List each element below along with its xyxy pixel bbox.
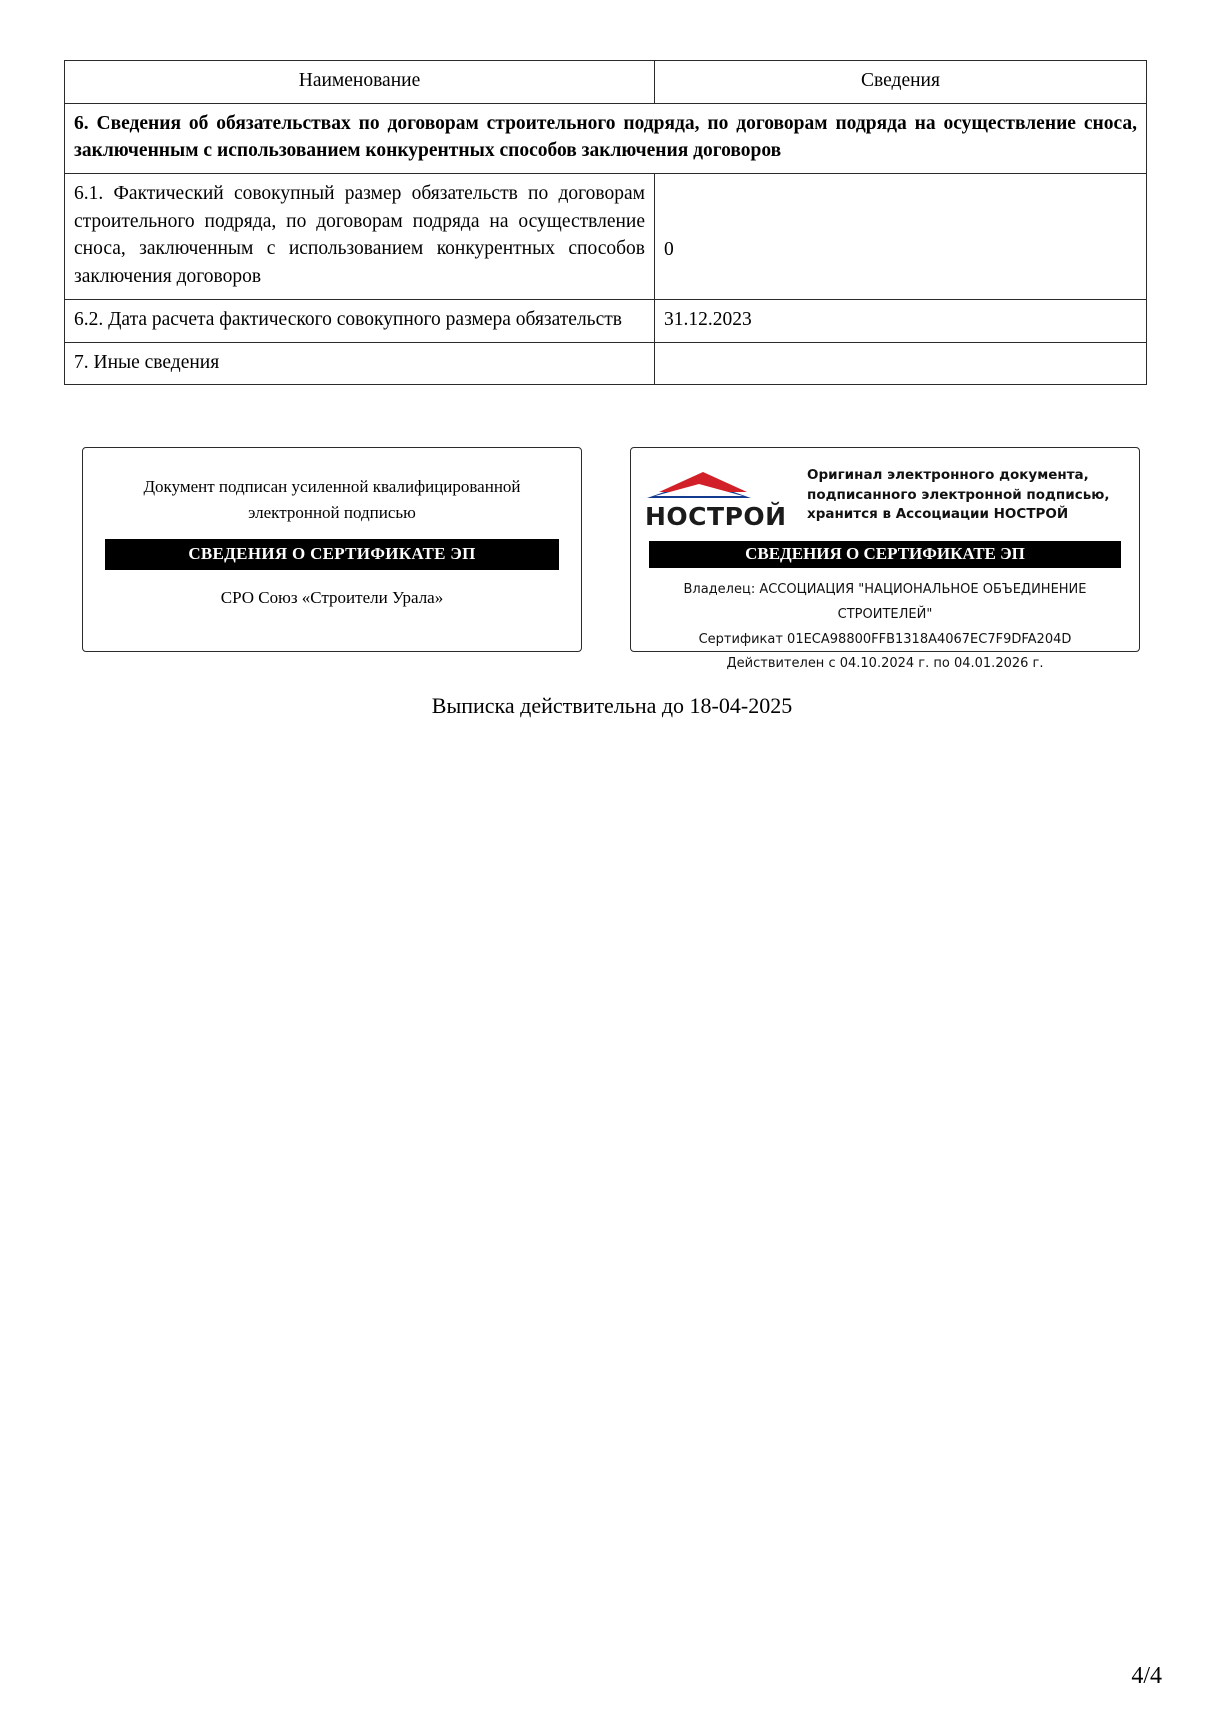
nostroy-owner: Владелец: АССОЦИАЦИЯ "НАЦИОНАЛЬНОЕ ОБЪЕДИНЕНИЕ СТРОИТЕЛЕЙ" bbox=[683, 582, 1087, 622]
signature-certificate-bar: СВЕДЕНИЯ О СЕРТИФИКАТЕ ЭП bbox=[105, 539, 559, 570]
table-header-row bbox=[65, 61, 1147, 104]
nostroy-certificate-number: Сертификат 01ECA98800FFB1318A4067EC7F9DFA204D bbox=[698, 631, 1072, 647]
nostroy-head-line-3: хранится в Ассоциации НОСТРОЙ bbox=[807, 506, 1069, 523]
nostroy-certificate-bar: СВЕДЕНИЯ О СЕРТИФИКАТЕ ЭП bbox=[649, 541, 1121, 568]
row-label-6-1: 6.1. Фактический совокупный размер обязательств по договорам строительного подряда, по договорам подряда на осуществление сноса, заключенным с использованием конкурентных способов заключения договоров bbox=[65, 174, 655, 300]
nostroy-logo bbox=[645, 464, 795, 532]
row-value-6-1: 0 bbox=[655, 174, 1147, 300]
section-title: 6. Сведения об обязательствах по договорам строительного подряда, по договорам подряда на осуществление сноса, заключенным с использованием конкурентных способов заключения договоров bbox=[65, 103, 1147, 173]
signature-line-2: электронной подписью bbox=[248, 502, 416, 522]
obligations-table bbox=[64, 60, 1147, 385]
stamps-area bbox=[70, 447, 1154, 672]
page-number: 4/4 bbox=[1131, 1663, 1162, 1689]
nostroy-validity: Действителен с 04.10.2024 г. по 04.01.2026 г. bbox=[726, 656, 1044, 672]
row-value-7 bbox=[655, 342, 1147, 385]
table-row bbox=[65, 342, 1147, 385]
signature-owner: СРО Союз «Строители Урала» bbox=[220, 588, 444, 608]
table-row bbox=[65, 299, 1147, 342]
row-label-6-2: 6.2. Дата расчета фактического совокупного размера обязательств bbox=[65, 299, 655, 342]
table-section-row bbox=[65, 103, 1147, 173]
extract-validity-note: Выписка действительна до 18-04-2025 bbox=[431, 693, 793, 719]
nostroy-roof-icon bbox=[645, 468, 785, 502]
table-row bbox=[65, 174, 1147, 300]
signature-line-1: Документ подписан усиленной квалифицированной bbox=[143, 477, 521, 497]
nostroy-head-line-1: Оригинал электронного документа, bbox=[807, 467, 1089, 484]
row-label-7: 7. Иные сведения bbox=[65, 342, 655, 385]
electronic-signature-stamp bbox=[82, 447, 582, 652]
column-header-value: Сведения bbox=[655, 61, 1147, 104]
nostroy-logo-text: НОСТРОЙ bbox=[645, 502, 787, 532]
nostroy-head-line-2: подписанного электронной подписью, bbox=[807, 486, 1110, 503]
nostroy-stamp bbox=[630, 447, 1140, 672]
column-header-name: Наименование bbox=[65, 61, 655, 104]
row-value-6-2: 31.12.2023 bbox=[655, 299, 1147, 342]
